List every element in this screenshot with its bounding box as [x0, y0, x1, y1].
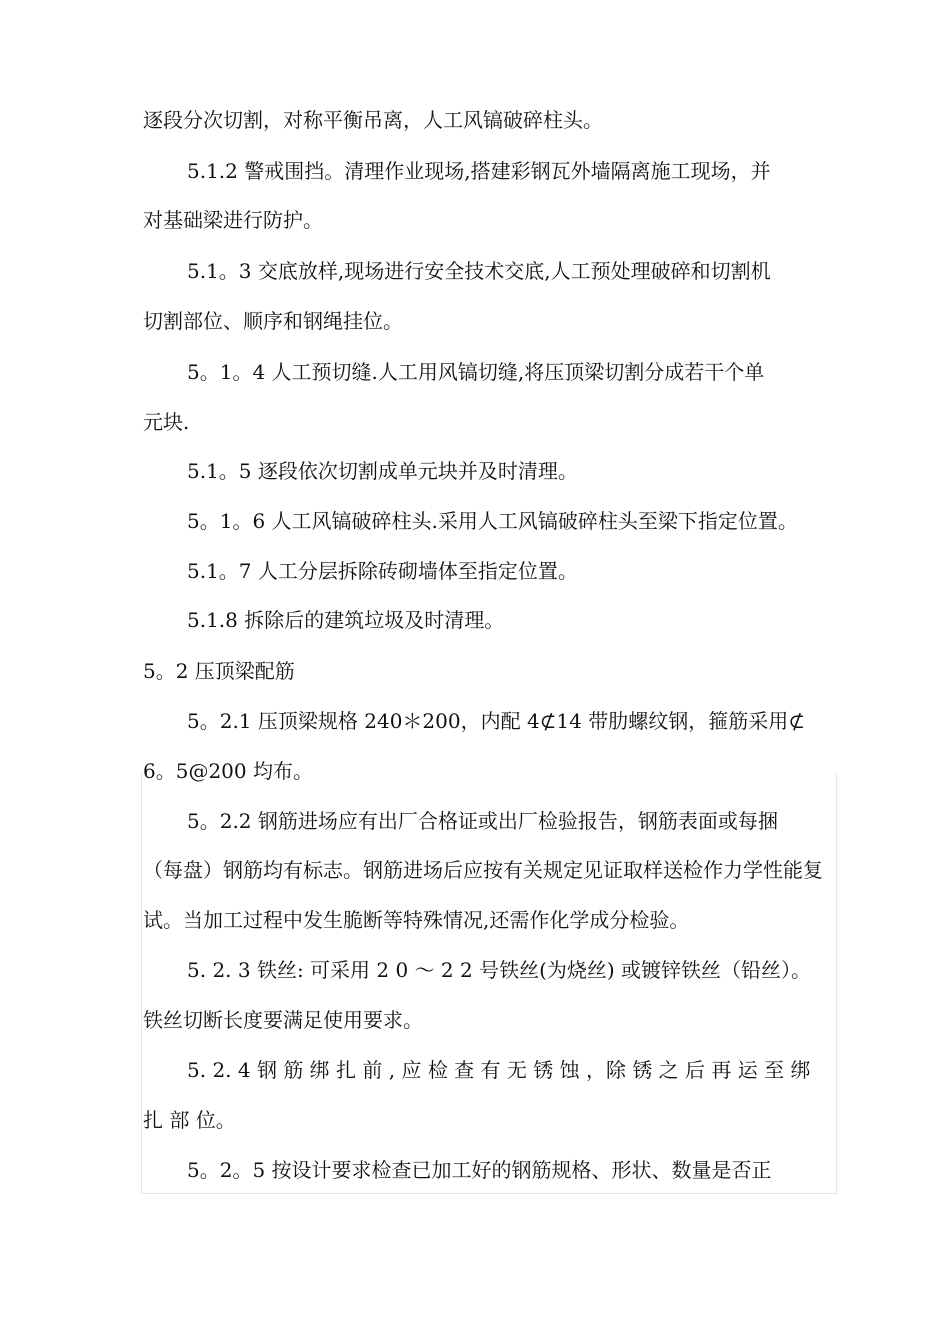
paragraph-line: 5。1。6 人工风镐破碎柱头.采用人工风镐破碎柱头至梁下指定位置。 — [187, 509, 798, 533]
paragraph-line: 5。2.2 钢筋进场应有出厂合格证或出厂检验报告，钢筋表面或每捆 — [187, 809, 778, 833]
paragraph-line: 5. 2. 3 铁丝: 可采用 2 0 ～ 2 2 号铁丝(为烧丝) 或镀锌铁丝（铅丝）。 — [187, 958, 812, 982]
paragraph-line: 试。当加工过程中发生脆断等特殊情况,还需作化学成分检验。 — [143, 908, 690, 932]
paragraph-line: 5.1.8 拆除后的建筑垃圾及时清理。 — [187, 608, 505, 632]
paragraph-line: 扎 部 位。 — [143, 1108, 236, 1132]
paragraph-line: 铁丝切断长度要满足使用要求。 — [143, 1008, 423, 1032]
paragraph-line: 逐段分次切割，对称平衡吊离，人工风镐破碎柱头。 — [143, 108, 603, 132]
content-frame — [141, 773, 837, 1194]
paragraph-line: 切割部位、顺序和钢绳挂位。 — [143, 309, 403, 333]
section-heading: 5。2 压顶梁配筋 — [143, 659, 295, 683]
paragraph-line: 元块. — [143, 410, 190, 434]
paragraph-line: 6。5@200 均布。 — [143, 759, 313, 783]
paragraph-line: 5。2.1 压顶梁规格 240＊200，内配 4⊄14 带肋螺纹钢，箍筋采用⊄ — [187, 709, 805, 733]
paragraph-line: 5.1。5 逐段依次切割成单元块并及时清理。 — [187, 459, 578, 483]
paragraph-line: 5.1。7 人工分层拆除砖砌墙体至指定位置。 — [187, 559, 578, 583]
paragraph-line: （每盘）钢筋均有标志。钢筋进场后应按有关规定见证取样送检作力学性能复 — [143, 858, 823, 882]
paragraph-line: 5。1。4 人工预切缝.人工用风镐切缝,将压顶梁切割分成若干个单 — [187, 360, 765, 384]
paragraph-line: 5。2。5 按设计要求检查已加工好的钢筋规格、形状、数量是否正 — [187, 1158, 772, 1182]
paragraph-line: 5.1.2 警戒围挡。清理作业现场,搭建彩钢瓦外墙隔离施工现场，并 — [187, 159, 771, 183]
paragraph-line: 5.1。3 交底放样,现场进行安全技术交底,人工预处理破碎和切割机 — [187, 259, 771, 283]
paragraph-line: 5. 2. 4 钢 筋 绑 扎 前 , 应 检 查 有 无 锈 蚀 ，除 锈 之 后 再 运 至 绑 — [187, 1058, 811, 1082]
paragraph-line: 对基础梁进行防护。 — [143, 208, 323, 232]
